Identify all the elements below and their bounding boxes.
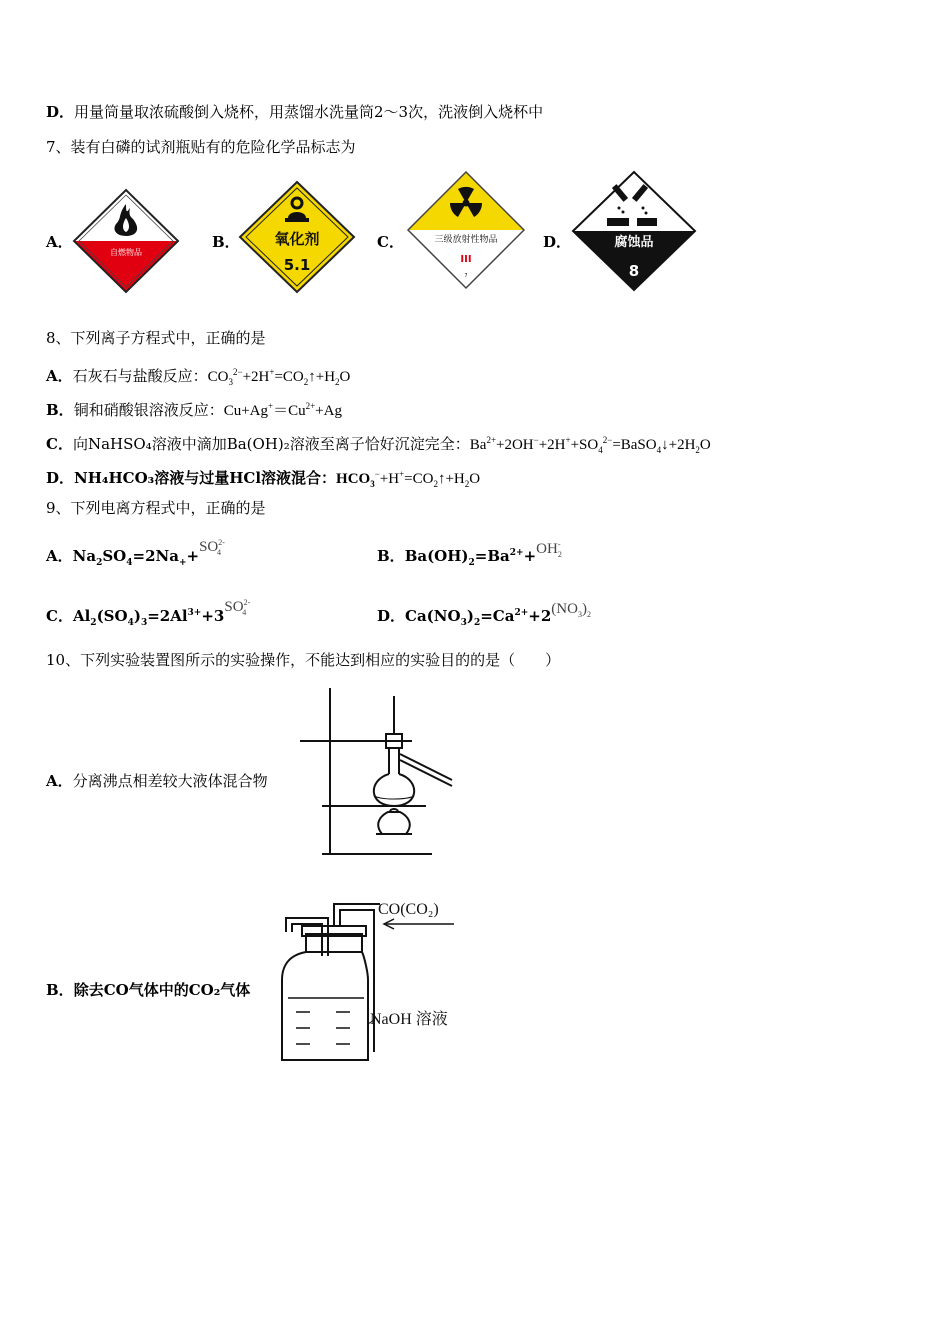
option-text: 石灰石与盐酸反应： xyxy=(72,367,208,385)
option-text: 向NaHSO₄溶液中滴加Ba(OH)₂溶液至离子恰好沉淀完全： xyxy=(72,435,470,453)
q9-stem: 9、下列电离方程式中，正确的是 xyxy=(46,499,266,517)
equation: $Al_2(SO_4)_3=2Al^{3+}+3$ xyxy=(72,607,225,628)
q10-option-a xyxy=(46,771,268,791)
equation: $Na_2SO_4=2Na_++$ xyxy=(72,547,200,568)
oxidizer-sign-icon xyxy=(238,180,356,294)
q9-option-a xyxy=(46,538,225,573)
option-label: D． xyxy=(377,607,406,625)
q8-option-a xyxy=(46,362,350,392)
hydroxide-ion: $OH_2^-$ xyxy=(536,540,562,559)
sign-a-text: 自燃物品 xyxy=(110,248,142,257)
option-text: 除去CO气体中的CO₂气体 xyxy=(73,981,251,999)
q8-stem: 8、下列离子方程式中，正确的是 xyxy=(46,329,266,347)
q7-label-c: C． xyxy=(377,233,404,251)
equation: $Ba(OH)_2=Ba^{2+}+$ xyxy=(404,547,537,568)
corrosive-sign-icon xyxy=(571,170,697,292)
sign-c-num: III xyxy=(460,254,472,265)
nitrate-ion: $(NO_3)_2$ xyxy=(551,601,591,619)
q8-option-b xyxy=(46,396,342,421)
equation-a: $CO_3^{2-}+2H^+=CO_2↑+H_2O$ xyxy=(207,367,351,387)
option-text: NH₄HCO₃溶液与过量HCl溶液混合： xyxy=(74,469,337,487)
option-label: A． xyxy=(46,547,73,565)
option-label: C． xyxy=(46,435,73,453)
q6-option-d xyxy=(46,102,543,122)
sign-b-text: 氧化剂 xyxy=(274,230,320,248)
sign-d-num: 8 xyxy=(628,262,640,280)
q8-option-d xyxy=(46,464,480,494)
q7-label-d: D． xyxy=(543,233,572,251)
q7-label-a: A． xyxy=(46,233,73,251)
equation-c: $Ba^{2+}+2OH^-+2H^++SO_4^{2-}=BaSO_4↓+2H_2O$ xyxy=(469,435,711,455)
solution-label: NaOH 溶液 xyxy=(370,1011,448,1028)
q9-option-b xyxy=(377,540,562,573)
radioactive-sign-icon xyxy=(406,170,526,290)
sign-b-num: 5.1 xyxy=(283,256,311,274)
option-text: 分离沸点相差较大液体混合物 xyxy=(72,772,268,790)
option-label: A． xyxy=(46,772,73,790)
q7-label-b: B． xyxy=(212,233,240,251)
sign-c-text: 三级放射性物品 xyxy=(434,235,498,245)
equation-b: $Cu+Ag^+=Cu^{2+}+Ag$ xyxy=(223,401,342,419)
q10-option-b xyxy=(46,980,250,1000)
q9-option-d xyxy=(377,603,591,633)
q9-option-c xyxy=(46,598,251,633)
distillation-apparatus-diagram xyxy=(292,684,457,860)
option-label: A． xyxy=(46,367,73,385)
option-label: B． xyxy=(46,401,74,419)
option-label: D． xyxy=(46,469,75,487)
option-text: 铜和硝酸银溶液反应： xyxy=(73,401,224,419)
gas-label: CO(CO₂) xyxy=(378,901,439,918)
sulfate-ion: $SO^{2-}_4$ xyxy=(199,538,225,557)
equation-d: $HCO_3^-+H^+=CO_2↑+H_2O$ xyxy=(336,469,481,489)
option-label: B． xyxy=(377,547,405,565)
q7-stem: 7、装有白磷的试剂瓶贴有的危险化学品标志为 xyxy=(46,138,356,156)
sulfate-ion: $SO^{2-}_4$ xyxy=(224,598,251,617)
gas-washing-bottle-diagram xyxy=(276,888,472,1072)
option-label: C． xyxy=(46,607,73,625)
q10-stem: 10、下列实验装置图所示的实验操作，不能达到相应的实验目的的是（ ） xyxy=(46,651,561,669)
option-label: B． xyxy=(46,981,74,999)
q8-option-c xyxy=(46,430,711,460)
spontaneous-combustion-sign-icon xyxy=(72,188,180,294)
option-label: D． xyxy=(46,103,75,121)
option-text: 用量筒量取浓硫酸倒入烧杯，用蒸馏水洗量筒2～3次，洗液倒入烧杯中 xyxy=(74,103,544,121)
sign-d-text: 腐蚀品 xyxy=(614,235,654,250)
sign-c-small: 7 xyxy=(464,273,468,279)
equation: $Ca(NO_3)_2=Ca^{2+}+2$ xyxy=(405,607,552,628)
